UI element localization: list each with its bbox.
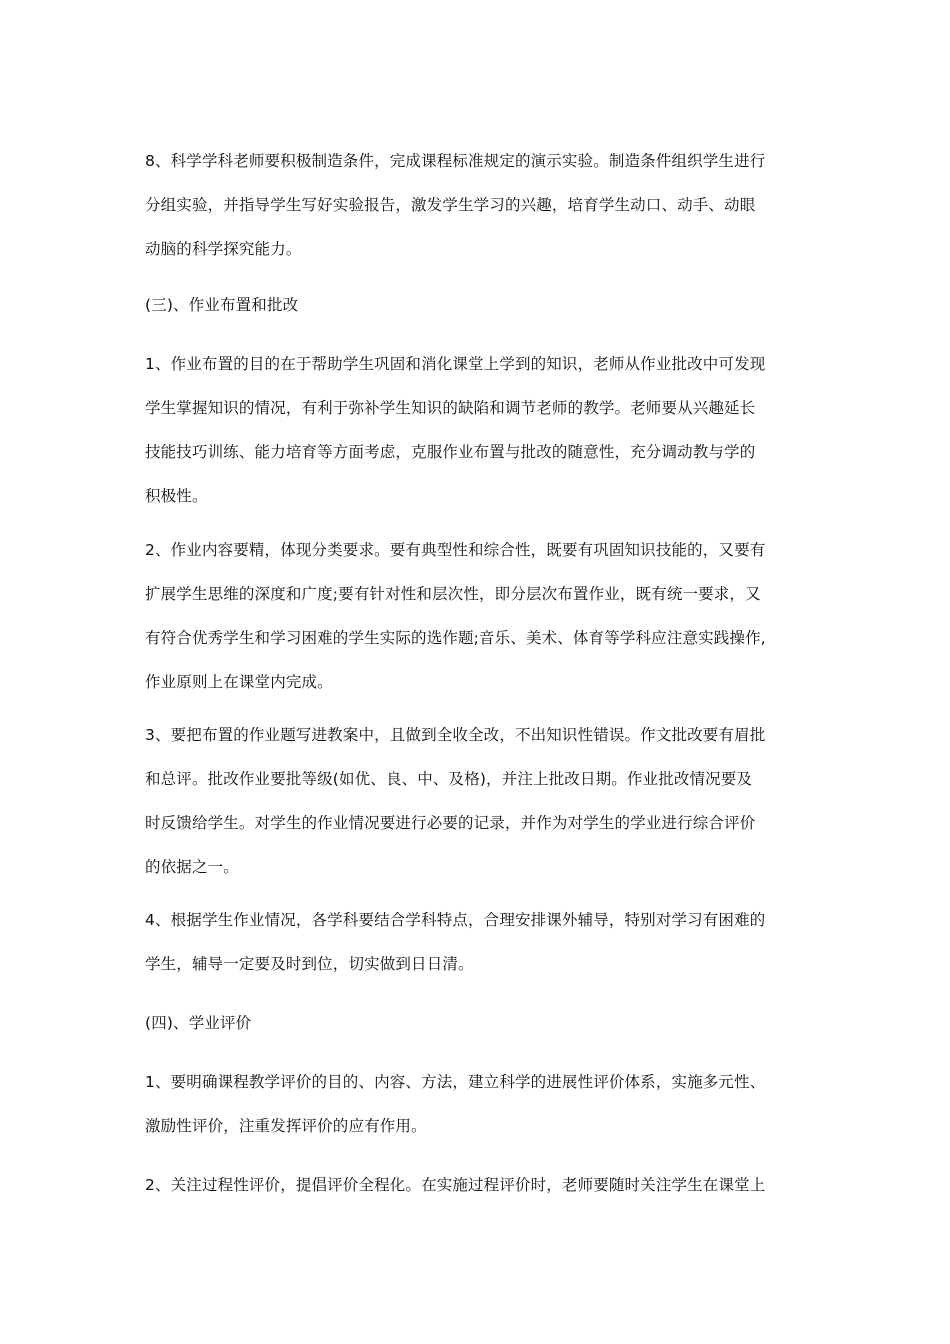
text-line: 动脑的科学探究能力。 — [145, 240, 302, 258]
text-line: 学生，辅导一定要及时到位，切实做到日日清。 — [145, 955, 474, 973]
text-line: 4、根据学生作业情况，各学科要结合学科特点，合理安排课外辅导，特别对学习有困难的 — [145, 911, 766, 929]
text-line: 时反馈给学生。对学生的作业情况要进行必要的记录，并作为对学生的学业进行综合评价 — [145, 814, 756, 832]
text-line: 和总评。批改作业要批等级(如优、良、中、及格)，并注上批改日期。作业批改情况要及 — [145, 770, 753, 788]
text-line: 激励性评价，注重发挥评价的应有作用。 — [145, 1117, 427, 1135]
section-heading-3 — [145, 296, 825, 314]
text-line: 技能技巧训练、能力培育等方面考虑，克服作业布置与批改的随意性，充分调动教与学的 — [145, 443, 756, 461]
text-line: 的依据之一。 — [145, 858, 239, 876]
text-line: 2、作业内容要精，体现分类要求。要有典型性和综合性，既要有巩固知识技能的，又要有 — [145, 541, 766, 559]
paragraph-3-3 — [145, 726, 825, 876]
text-line: 扩展学生思维的深度和广度;要有针对性和层次性，即分层次布置作业，既有统一要求，又 — [145, 585, 761, 603]
paragraph-4-1 — [145, 1073, 825, 1135]
heading-text: (四)、学业评价 — [145, 1014, 252, 1032]
text-line: 积极性。 — [145, 487, 208, 505]
text-line: 3、要把布置的作业题写进教案中，且做到全收全改，不出知识性错误。作文批改要有眉批 — [145, 726, 766, 744]
section-heading-4 — [145, 1014, 825, 1032]
paragraph-3-1 — [145, 355, 825, 505]
text-line: 学生掌握知识的情况，有利于弥补学生知识的缺陷和调节老师的教学。老师要从兴趣延长 — [145, 399, 756, 417]
paragraph-item-8 — [145, 152, 825, 258]
text-line: 分组实验，并指导学生写好实验报告，激发学生学习的兴趣，培育学生动口、动手、动眼 — [145, 196, 756, 214]
text-line: 作业原则上在课堂内完成。 — [145, 673, 333, 691]
paragraph-3-2 — [145, 541, 825, 691]
text-line: 2、关注过程性评价，提倡评价全程化。在实施过程评价时，老师要随时关注学生在课堂上 — [145, 1176, 766, 1194]
paragraph-3-4 — [145, 911, 825, 973]
text-line: 1、要明确课程教学评价的目的、内容、方法，建立科学的进展性评价体系，实施多元性、 — [145, 1073, 766, 1091]
paragraph-4-2 — [145, 1176, 825, 1194]
text-line: 1、作业布置的目的在于帮助学生巩固和消化课堂上学到的知识，老师从作业批改中可发现 — [145, 355, 766, 373]
text-line: 有符合优秀学生和学习困难的学生实际的选作题;音乐、美术、体育等学科应注意实践操作, — [145, 629, 766, 647]
text-line: 8、科学学科老师要积极制造条件，完成课程标准规定的演示实验。制造条件组织学生进行 — [145, 152, 766, 170]
heading-text: (三)、作业布置和批改 — [145, 296, 299, 314]
